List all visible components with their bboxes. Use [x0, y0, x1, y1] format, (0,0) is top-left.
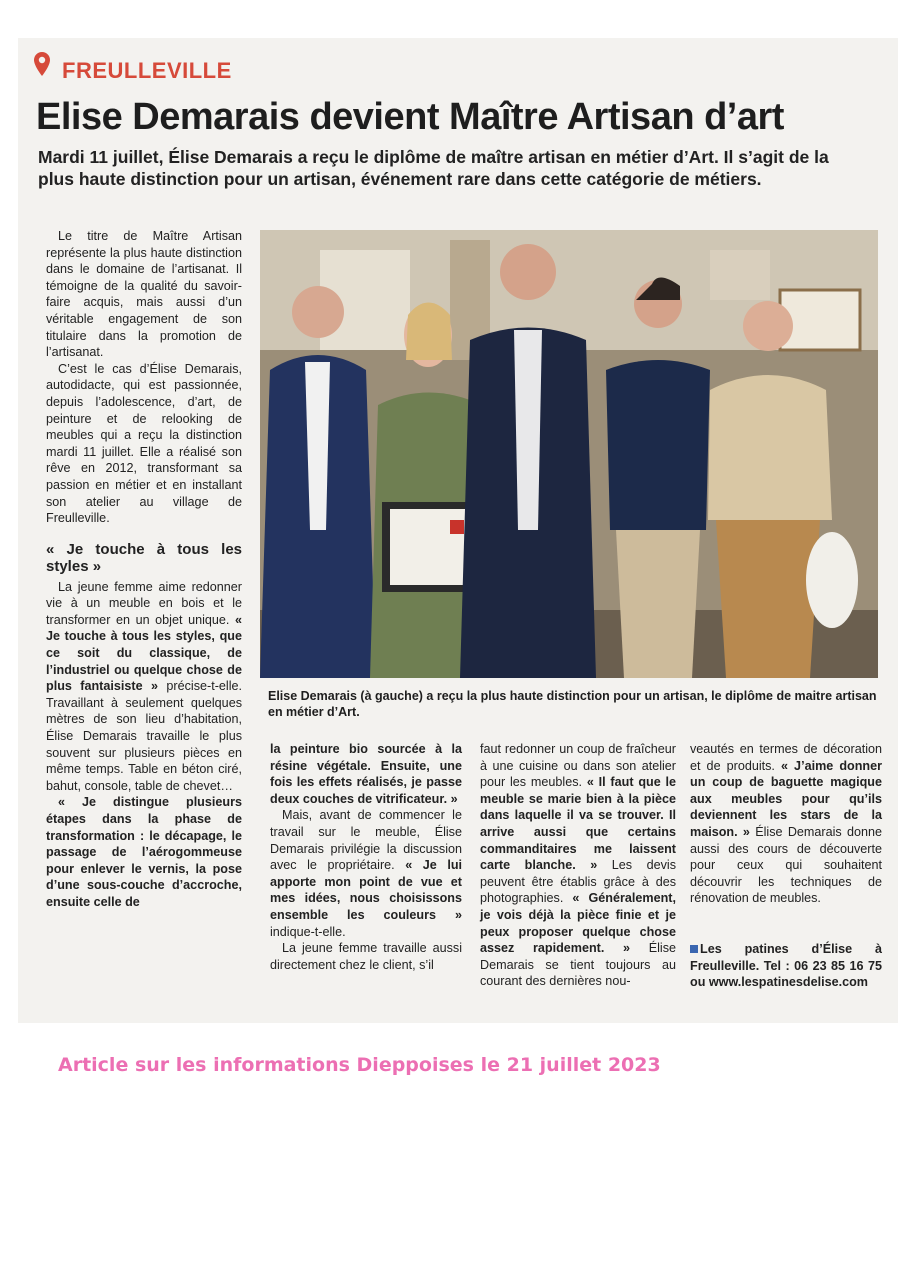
col1-p3-quote: « Je touche à tous les styles, que ce soit du classique, de l’industriel ou quelque chose de plus fantaisiste »: [46, 612, 242, 694]
col3-p1-quote: « Il faut que le meuble se marie bien à la pièce dans laquelle il va se trouver. Il arrive aussi que certains commanditaires me laissent carte blanche. »: [480, 775, 677, 873]
col4-paragraph-1: [690, 741, 882, 907]
col1-paragraph-3: [46, 579, 242, 795]
newspaper-clipping: [18, 38, 898, 1023]
col4-p1-quote: « J’aime donner un coup de baguette magique aux meubles pour qu’ils deviennent les stars de la maison. »: [690, 758, 883, 839]
col2-paragraph-3: La jeune femme travaille aussi directement chez le client, s’il: [270, 941, 462, 972]
contact-info: [690, 941, 882, 991]
article-headline: Elise Demarais devient Maître Artisan d’art: [36, 96, 784, 138]
col1-subheading: « Je touche à tous les styles »: [46, 540, 242, 575]
article-lead: Mardi 11 juillet, Élise Demarais a reçu le diplôme de maître artisan en métier d’Art. Il s’agit de la plus haute distinction pour un artisan, événement rare dans cette catégorie de métiers.: [38, 147, 829, 189]
col2-paragraph-2: [270, 807, 462, 940]
col4-p1-end: Élise Demarais donne aussi des cours de découverte pour ceux qui souhaitent découvrir les techniques de rénovation de meubles.: [690, 824, 883, 906]
bullet-square-icon: [690, 945, 698, 953]
contact-text: Les patines d’Élise à Freulleville. Tel : 06 23 85 16 75 ou www.lespatinesdelise.com: [690, 941, 882, 990]
photo-illustration: [260, 230, 878, 678]
column-2: [270, 741, 462, 973]
photo-caption: Elise Demarais (à gauche) a reçu la plus haute distinction pour un artisan, le diplôme de maitre artisan en métier d’Art.: [268, 689, 877, 719]
location-label: FREULLEVILLE: [62, 58, 232, 83]
col3-p1-text: faut redonner un coup de fraîcheur à une cuisine ou dans son atelier pour les meubles.: [480, 742, 676, 790]
col4-p1-text: veautés en termes de décoration et de produits.: [690, 742, 882, 773]
map-pin-icon: [34, 52, 50, 76]
col2-paragraph-1: la peinture bio sourcée à la résine végétale. Ensuite, une fois les effets réalisés, je passe deux couches de vitrificateur. »: [270, 742, 462, 806]
col3-p1-quote2: « Généralement, je vois déjà la pièce finie et je peux proposer quelque chose assez rapidement. »: [480, 891, 677, 956]
col1-paragraph-2: C’est le cas d’Élise Demarais, autodidacte, qui est passionnée, depuis l’adolescence, d’art, de peinture et de relooking de meubles qui a reçu la distinction mardi 11 juillet. Elle a réalisé son rêve en 2012, transformant sa passion en métier et en installant son atelier au village de Freulleville.: [46, 361, 242, 526]
column-3: [480, 741, 676, 990]
source-note: Article sur les informations Dieppoises le 21 juillet 2023: [58, 1054, 661, 1076]
col1-paragraph-4: « Je distingue plusieurs étapes dans la phase de transformation : le décapage, le passage de l’aérogommeuse pour enlever le vernis, la pose d’une sous-couche d’accroche, ensuite celle de: [46, 795, 242, 909]
col2-p2-text: Mais, avant de commencer le travail sur le meuble, Élise Demarais privilégie la discussion avec le propriétaire.: [270, 808, 462, 873]
col1-paragraph-1: Le titre de Maître Artisan représente la plus haute distinction dans le domaine de l’artisanat. Il témoigne de la qualité du savoir-faire acquis, mais aussi d’un véritable engagement de son titulaire dans la promotion de l’artisanat.: [46, 229, 242, 360]
col1-p3-end: précise-t-elle. Travaillant à seulement quelques mètres de son lieu d’habitation, Élise Demarais travaille le plus souvent sur plusieurs pièces en même temps. Table en béton ciré, bahut, console, table de chevet…: [46, 679, 242, 793]
col2-p2-quote: « Je lui apporte mon point de vue et mes idées, nous choisissons ensemble les couleurs »: [270, 858, 463, 922]
col1-p3-text: La jeune femme aime redonner vie à un meuble en bois et le transformer en un objet unique.: [46, 579, 242, 627]
column-4: [690, 741, 882, 991]
col3-p1-end: Élise Demarais se tient toujours au courant des dernières nou-: [480, 941, 676, 989]
col2-p2-end: indique-t-elle.: [270, 924, 346, 939]
col3-paragraph-1: [480, 741, 676, 990]
column-1: [46, 228, 242, 911]
col3-p1-mid: Les devis peuvent être établis grâce à des photographies.: [480, 858, 677, 906]
article-photo: [260, 230, 878, 678]
